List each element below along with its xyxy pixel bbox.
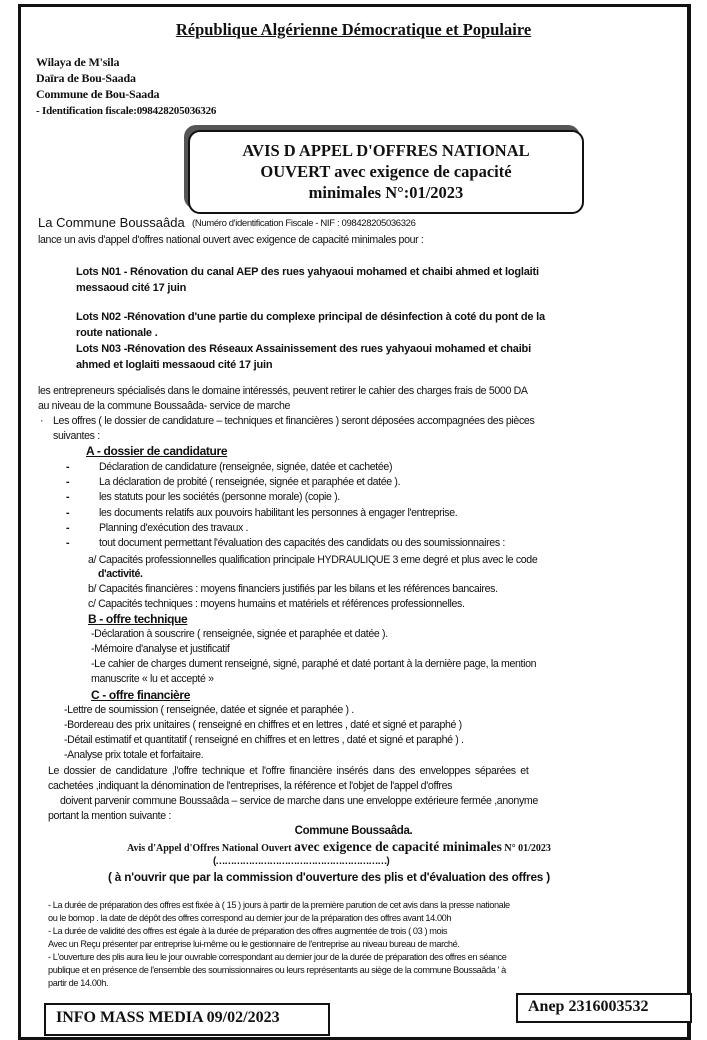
section-c-item: -Lettre de soumission ( renseignée, datée et signée et paraphée ) . bbox=[64, 704, 354, 716]
mention-warning: ( à n'ouvrir que par la commission d'ouverture des plis et d'évaluation des offres ) bbox=[108, 870, 550, 884]
note-line: partir de 14.00h. bbox=[48, 978, 109, 988]
lot-2-cont: route nationale . bbox=[76, 327, 158, 339]
bullet: · bbox=[40, 415, 44, 427]
intro-line: lance un avis d'appel d'offres national ouvert avec exigence de capacité minimales pour : bbox=[38, 234, 424, 246]
conditions-line: au niveau de la commune Boussaâda- service de marche bbox=[38, 400, 291, 412]
envelope-line: cachetées ,indiquant la dénomination de l'entreprises, la référence et l'objet de l'appel d'offres bbox=[48, 780, 453, 792]
note-line: - L'ouverture des plis aura lieu le jour ouvrable correspondant au dernier jour de la durée de préparation des offres en séance bbox=[48, 952, 507, 962]
lot-2: Lots N02 -Rénovation d'une partie du complexe principal de désinfection à coté du pont de la bbox=[76, 311, 545, 323]
notice-title-line: OUVERT avec exigence de capacité bbox=[260, 162, 512, 181]
envelope-line: Le dossier de candidature ,l'offre technique et l'offre financière insérés dans des enveloppes séparées et bbox=[48, 765, 529, 777]
mention-commune: Commune Boussaâda. bbox=[294, 825, 413, 837]
section-c-item: -Bordereau des prix unitaires ( renseigné en chiffres et en lettres , daté et signé et paraphé ) bbox=[64, 719, 462, 731]
daira: Daïra de Bou-Saada bbox=[36, 71, 136, 85]
notice-title-line: AVIS D APPEL D'OFFRES NATIONAL bbox=[242, 141, 530, 160]
mention-dots: (…………………………………………………) bbox=[213, 856, 389, 867]
commune: Commune de Bou-Saada bbox=[36, 87, 160, 101]
intro-commune: La Commune Boussaâda bbox=[38, 215, 185, 230]
bullet: - bbox=[66, 537, 70, 549]
section-a-item: les documents relatifs aux pouvoirs habilitant les personnes à engager l'entreprise. bbox=[99, 506, 458, 519]
bullet: - bbox=[66, 521, 70, 534]
section-b-item: manuscrite « lu et accepté » bbox=[91, 673, 214, 685]
section-a-item: Planning d'exécution des travaux . bbox=[99, 521, 249, 534]
intro-nif: (Numéro d'identification Fiscale - NIF : 098428205036326 bbox=[192, 218, 416, 229]
section-a-item: La déclaration de probité ( renseignée, signée et paraphée et datée ). bbox=[99, 476, 401, 489]
note-line: publique et en présence de l'ensemble des soumissionnaires ou leurs représentants au siège de la commune Boussaâda ' à bbox=[48, 965, 506, 975]
section-a-item: Déclaration de candidature (renseignée, signée, datée et cachetée) bbox=[99, 461, 393, 473]
wilaya: Wilaya de M'sila bbox=[36, 55, 120, 69]
note-line: Avec un Reçu présenter par entreprise lui-même ou le gestionnaire de l'entreprise au niveau bureau de marché. bbox=[48, 939, 460, 949]
section-c-item: -Analyse prix totale et forfaitaire. bbox=[64, 749, 204, 761]
envelope-line: portant la mention suivante : bbox=[48, 810, 171, 822]
section-b-item: -Mémoire d'analyse et justificatif bbox=[91, 643, 230, 655]
note-line: - La durée de validité des offres est égale à la durée de préparation des offres augmentée de trois ( 03 ) mois bbox=[48, 926, 448, 936]
footer-source: INFO MASS MEDIA 09/02/2023 bbox=[44, 1003, 330, 1036]
bullet: - bbox=[66, 461, 70, 473]
lot-1-cont: messaoud cité 17 juin bbox=[76, 282, 187, 294]
bullet: - bbox=[66, 476, 70, 489]
lot-3: Lots N03 -Rénovation des Réseaux Assainissement des rues yahyaoui mohamed et chaibi bbox=[76, 343, 531, 355]
section-b-title: B - offre technique bbox=[88, 612, 188, 626]
country-heading: République Algérienne Démocratique et Populaire bbox=[175, 20, 532, 39]
lot-1: Lots N01 - Rénovation du canal AEP des rues yahyaoui mohamed et chaibi ahmed et loglaiti bbox=[76, 266, 539, 278]
conditions-line: suivantes : bbox=[53, 430, 100, 442]
note-line: - La durée de préparation des offres est fixée à ( 15 ) jours à partir de la première parution de cet avis dans la presse nationale bbox=[48, 900, 510, 910]
section-c-title: C - offre financière bbox=[91, 688, 191, 702]
envelope-line: doivent parvenir commune Boussaâda – service de marche dans une enveloppe extérieure fermée ,anonyme bbox=[60, 795, 538, 807]
fiscal-id: - Identification fiscale:098428205036326 bbox=[36, 105, 217, 117]
footer-anep: Anep 2316003532 bbox=[516, 993, 692, 1023]
bullet: - bbox=[66, 491, 70, 504]
notice-title-line: minimales N°:01/2023 bbox=[308, 183, 464, 202]
mention-avis-a: Avis d'Appel d'Offres National Ouvert bbox=[127, 843, 292, 854]
capacity-item-cont: d'activité. bbox=[98, 568, 143, 580]
section-a-title: A - dossier de candidature bbox=[86, 444, 228, 458]
section-b-item: -Le cahier de charges dument renseigné, signé, paraphé et daté portant à la dernière page, la mention bbox=[91, 658, 537, 670]
conditions-line: Les offres ( le dossier de candidature – techniques et financières ) seront déposées accompagnées des pièces bbox=[53, 415, 535, 427]
section-c-item: -Détail estimatif et quantitatif ( renseigné en chiffres et en lettres , daté et signé et paraphé ) . bbox=[64, 734, 464, 746]
mention-avis-b: avec exigence de capacité minimales bbox=[294, 839, 502, 854]
mention-avis bbox=[127, 839, 551, 857]
section-a-item: les statuts pour les sociétés (personne morale) (copie ). bbox=[99, 491, 340, 504]
notice-title-box bbox=[188, 130, 584, 214]
mention-avis-c: N° 01/2023 bbox=[504, 843, 551, 854]
section-b-item: -Déclaration à souscrire ( renseignée, signée et paraphée et datée ). bbox=[91, 628, 388, 640]
note-line: ou le bomop . la date de dépôt des offres correspond au dernier jour de la préparation des offres avant 14.00h bbox=[48, 913, 452, 923]
conditions-line: les entrepreneurs spécialisés dans le domaine intéressés, peuvent retirer le cahier des charges frais de 5000 DA bbox=[38, 385, 528, 397]
section-a-item: tout document permettant l'évaluation des capacités des candidats ou des soumissionnaires : bbox=[99, 537, 505, 549]
lot-3-cont: ahmed et loglaiti messaoud cité 17 juin bbox=[76, 359, 273, 371]
capacity-item: b/ Capacités financières : moyens financiers justifiés par les bilans et les références bancaires. bbox=[88, 583, 498, 595]
bullet: - bbox=[66, 506, 70, 519]
capacity-item: c/ Capacités techniques : moyens humains et matériels et références professionnelles. bbox=[88, 598, 465, 610]
capacity-item: a/ Capacités professionnelles qualification principale HYDRAULIQUE 3 eme degré et plus avec le code bbox=[88, 554, 538, 566]
